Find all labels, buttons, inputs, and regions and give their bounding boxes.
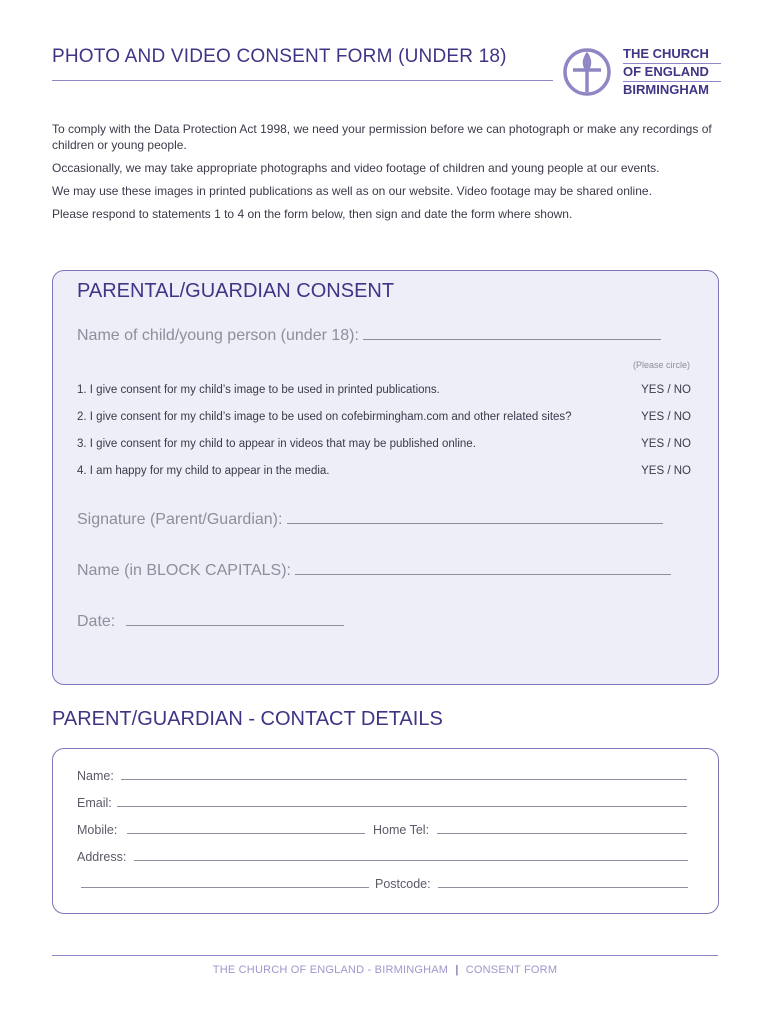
date-field[interactable] [77, 613, 344, 631]
footer-doc-name: CONSENT FORM [465, 964, 558, 976]
contact-title: PARENT/GUARDIAN - CONTACT DETAILS [52, 708, 443, 730]
contact-address-line-2-rule[interactable] [81, 875, 369, 888]
cross-emblem-icon [561, 46, 613, 98]
statement-1 [77, 384, 691, 396]
logo-wordmark [623, 46, 721, 99]
block-name-label: Name (in BLOCK CAPITALS): [77, 562, 291, 579]
please-circle-note: (Please circle) [632, 360, 690, 370]
form-title: PHOTO AND VIDEO CONSENT FORM (UNDER 18) [52, 46, 507, 67]
block-name-line[interactable] [295, 562, 671, 575]
title-divider [52, 80, 553, 81]
signature-line[interactable] [287, 511, 663, 524]
statement-text: 4. I am happy for my child to appear in the media. [77, 465, 330, 477]
statement-4 [77, 465, 691, 477]
logo-line-1: THE CHURCH [623, 46, 721, 64]
intro-paragraph-4: Please respond to statements 1 to 4 on the form below, then sign and date the form where shown. [52, 207, 573, 221]
contact-postcode-label: Postcode: [375, 877, 431, 891]
yes-no-option[interactable]: YES / NO [641, 465, 691, 477]
logo-line-2: OF ENGLAND [623, 64, 721, 82]
contact-postcode-line[interactable] [438, 875, 688, 888]
date-line[interactable] [126, 613, 344, 626]
footer-separator: | [455, 964, 459, 976]
yes-no-option[interactable]: YES / NO [641, 384, 691, 396]
footer-org: THE CHURCH OF ENGLAND - BIRMINGHAM [212, 964, 449, 976]
contact-address-label: Address: [77, 850, 127, 864]
yes-no-option[interactable]: YES / NO [641, 438, 691, 450]
consent-panel [52, 270, 719, 685]
signature-label: Signature (Parent/Guardian): [77, 511, 283, 528]
contact-mobile-label: Mobile: [77, 823, 118, 837]
contact-email-line[interactable] [117, 794, 687, 807]
signature-field[interactable] [77, 511, 663, 529]
statement-text: 3. I give consent for my child to appear in videos that may be published online. [77, 438, 476, 450]
intro-paragraph-3: We may use these images in printed publications as well as on our website. Video footage may be shared online. [52, 184, 652, 198]
consent-title: PARENTAL/GUARDIAN CONSENT [77, 280, 395, 302]
contact-home-tel-field[interactable] [373, 821, 687, 837]
footer [0, 964, 770, 976]
child-name-line[interactable] [363, 327, 661, 340]
statement-text: 1. I give consent for my child’s image to be used in printed publications. [77, 384, 440, 396]
church-logo [561, 46, 721, 100]
contact-address-field[interactable] [77, 848, 688, 864]
intro-paragraph-1: To comply with the Data Protection Act 1998, we need your permission before we can photograph or make any recordings of children or young people. [52, 122, 712, 152]
contact-name-label: Name: [77, 769, 114, 783]
contact-name-field[interactable] [77, 767, 687, 783]
contact-mobile-line[interactable] [127, 821, 365, 834]
contact-email-label: Email: [77, 796, 112, 810]
contact-panel [52, 748, 719, 914]
child-name-field[interactable] [77, 327, 661, 345]
child-name-label: Name of child/young person (under 18): [77, 327, 359, 344]
contact-name-line[interactable] [121, 767, 687, 780]
date-label: Date: [77, 613, 116, 630]
contact-home-tel-line[interactable] [437, 821, 687, 834]
statement-3 [77, 438, 691, 450]
contact-email-field[interactable] [77, 794, 687, 810]
statement-2 [77, 411, 691, 423]
footer-divider [52, 955, 718, 956]
yes-no-option[interactable]: YES / NO [641, 411, 691, 423]
block-name-field[interactable] [77, 562, 671, 580]
contact-address-line[interactable] [134, 848, 688, 861]
contact-home-tel-label: Home Tel: [373, 823, 430, 837]
intro-paragraph-2: Occasionally, we may take appropriate photographs and video footage of children and young people at our events. [52, 161, 660, 175]
contact-postcode-field[interactable] [375, 875, 688, 891]
contact-mobile-field[interactable] [77, 821, 365, 837]
statement-text: 2. I give consent for my child’s image to be used on cofebirmingham.com and other related sites? [77, 411, 572, 423]
intro-text [52, 121, 722, 229]
logo-line-3: BIRMINGHAM [623, 82, 709, 97]
contact-address-line-2[interactable] [81, 875, 369, 891]
